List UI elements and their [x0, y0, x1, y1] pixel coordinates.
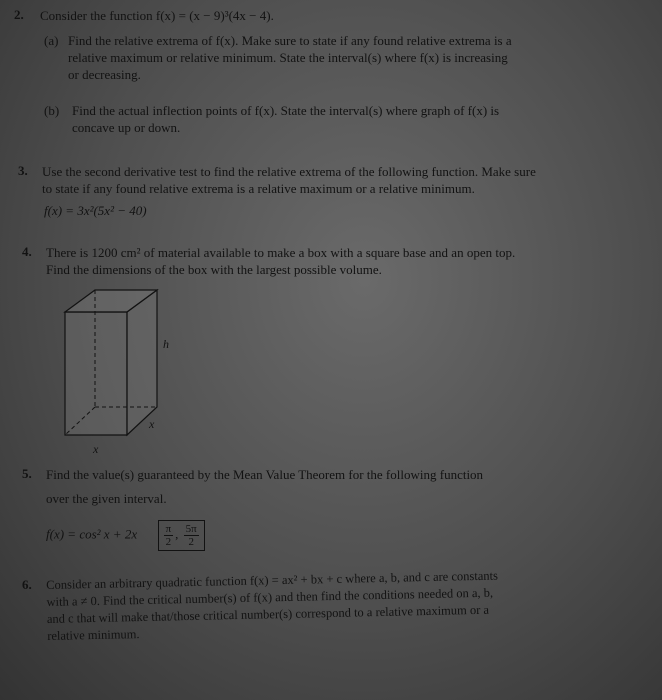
q2b-line-2: concave up or down.	[72, 120, 181, 135]
label-x-side: x	[149, 417, 155, 431]
box-side-face	[127, 290, 157, 435]
q4-line-2: Find the dimensions of the box with the largest possible volume.	[46, 262, 382, 277]
q5-interval-left	[164, 523, 174, 548]
q2-stem: Consider the function f(x) = (x − 9)³(4x − 4).	[40, 8, 274, 23]
q6-text	[46, 568, 499, 645]
q3-text	[42, 163, 536, 197]
box-front-face	[65, 312, 127, 435]
q5-interval-right	[184, 523, 199, 548]
q4-text	[46, 244, 515, 278]
q3-formula: f(x) = 3x²(5x² − 40)	[44, 203, 147, 218]
q2a-text	[68, 32, 512, 83]
label-h: h	[163, 337, 169, 351]
q5-interval: $\frac{\pi}{2}$ , $\frac{5\pi}{2}$	[158, 520, 205, 551]
label-x-front: x	[93, 442, 99, 456]
q6-line-3: and c that will make that/those critical number(s) correspond to a relative maximum or a	[46, 602, 490, 626]
q2b-text	[72, 102, 499, 136]
q2a-line-2: relative maximum or relative minimum. State the interval(s) where f(x) is increasing	[68, 50, 508, 65]
q6-line-2: with a ≠ 0. Find the critical number(s) of f(x) and then find the conditions needed on a, b,	[46, 585, 494, 609]
q2a-line-3: or decreasing.	[68, 67, 141, 82]
q5-interval-right-num: 5π	[185, 523, 197, 535]
q4-line-1: There is 1200 cm² of material available to make a box with a square base and an open top.	[46, 245, 516, 260]
q3-number: 3.	[18, 163, 28, 178]
q5-line-1: Find the value(s) guaranteed by the Mean Value Theorem for the following function	[46, 467, 484, 482]
q2a-line-1: Find the relative extrema of f(x). Make sure to state if any found relative extrema is a	[68, 33, 512, 48]
q3-line-1: Use the second derivative test to find the relative extrema of the following function. Make sure	[42, 164, 536, 179]
q3-line-2: to state if any found relative extrema is a relative maximum or a relative minimum.	[42, 181, 475, 196]
q5-line-2: over the given interval.	[46, 491, 167, 506]
q2b-label: (b)	[44, 103, 60, 118]
q2-number: 2.	[14, 7, 24, 22]
q5-number: 5.	[22, 466, 32, 481]
q5-interval-left-num: π	[165, 523, 172, 535]
q5-formula-row	[46, 520, 205, 551]
q4-number: 4.	[22, 244, 32, 259]
q6-line-1: Consider an arbitrary quadratic function f(x) = ax² + bx + c where a, b, and c are constants	[46, 568, 499, 592]
q6-number: 6.	[22, 577, 32, 592]
q2a-label: (a)	[44, 33, 59, 48]
q5-formula: f(x) = cos² x + 2x	[46, 526, 138, 542]
q5-interval-right-den: 2	[188, 536, 194, 548]
q2b-line-1: Find the actual inflection points of f(x). State the interval(s) where graph of f(x) is	[72, 103, 500, 118]
box-diagram	[55, 285, 195, 460]
q6-line-4: relative minimum.	[47, 627, 140, 643]
q5-interval-left-den: 2	[165, 536, 172, 548]
